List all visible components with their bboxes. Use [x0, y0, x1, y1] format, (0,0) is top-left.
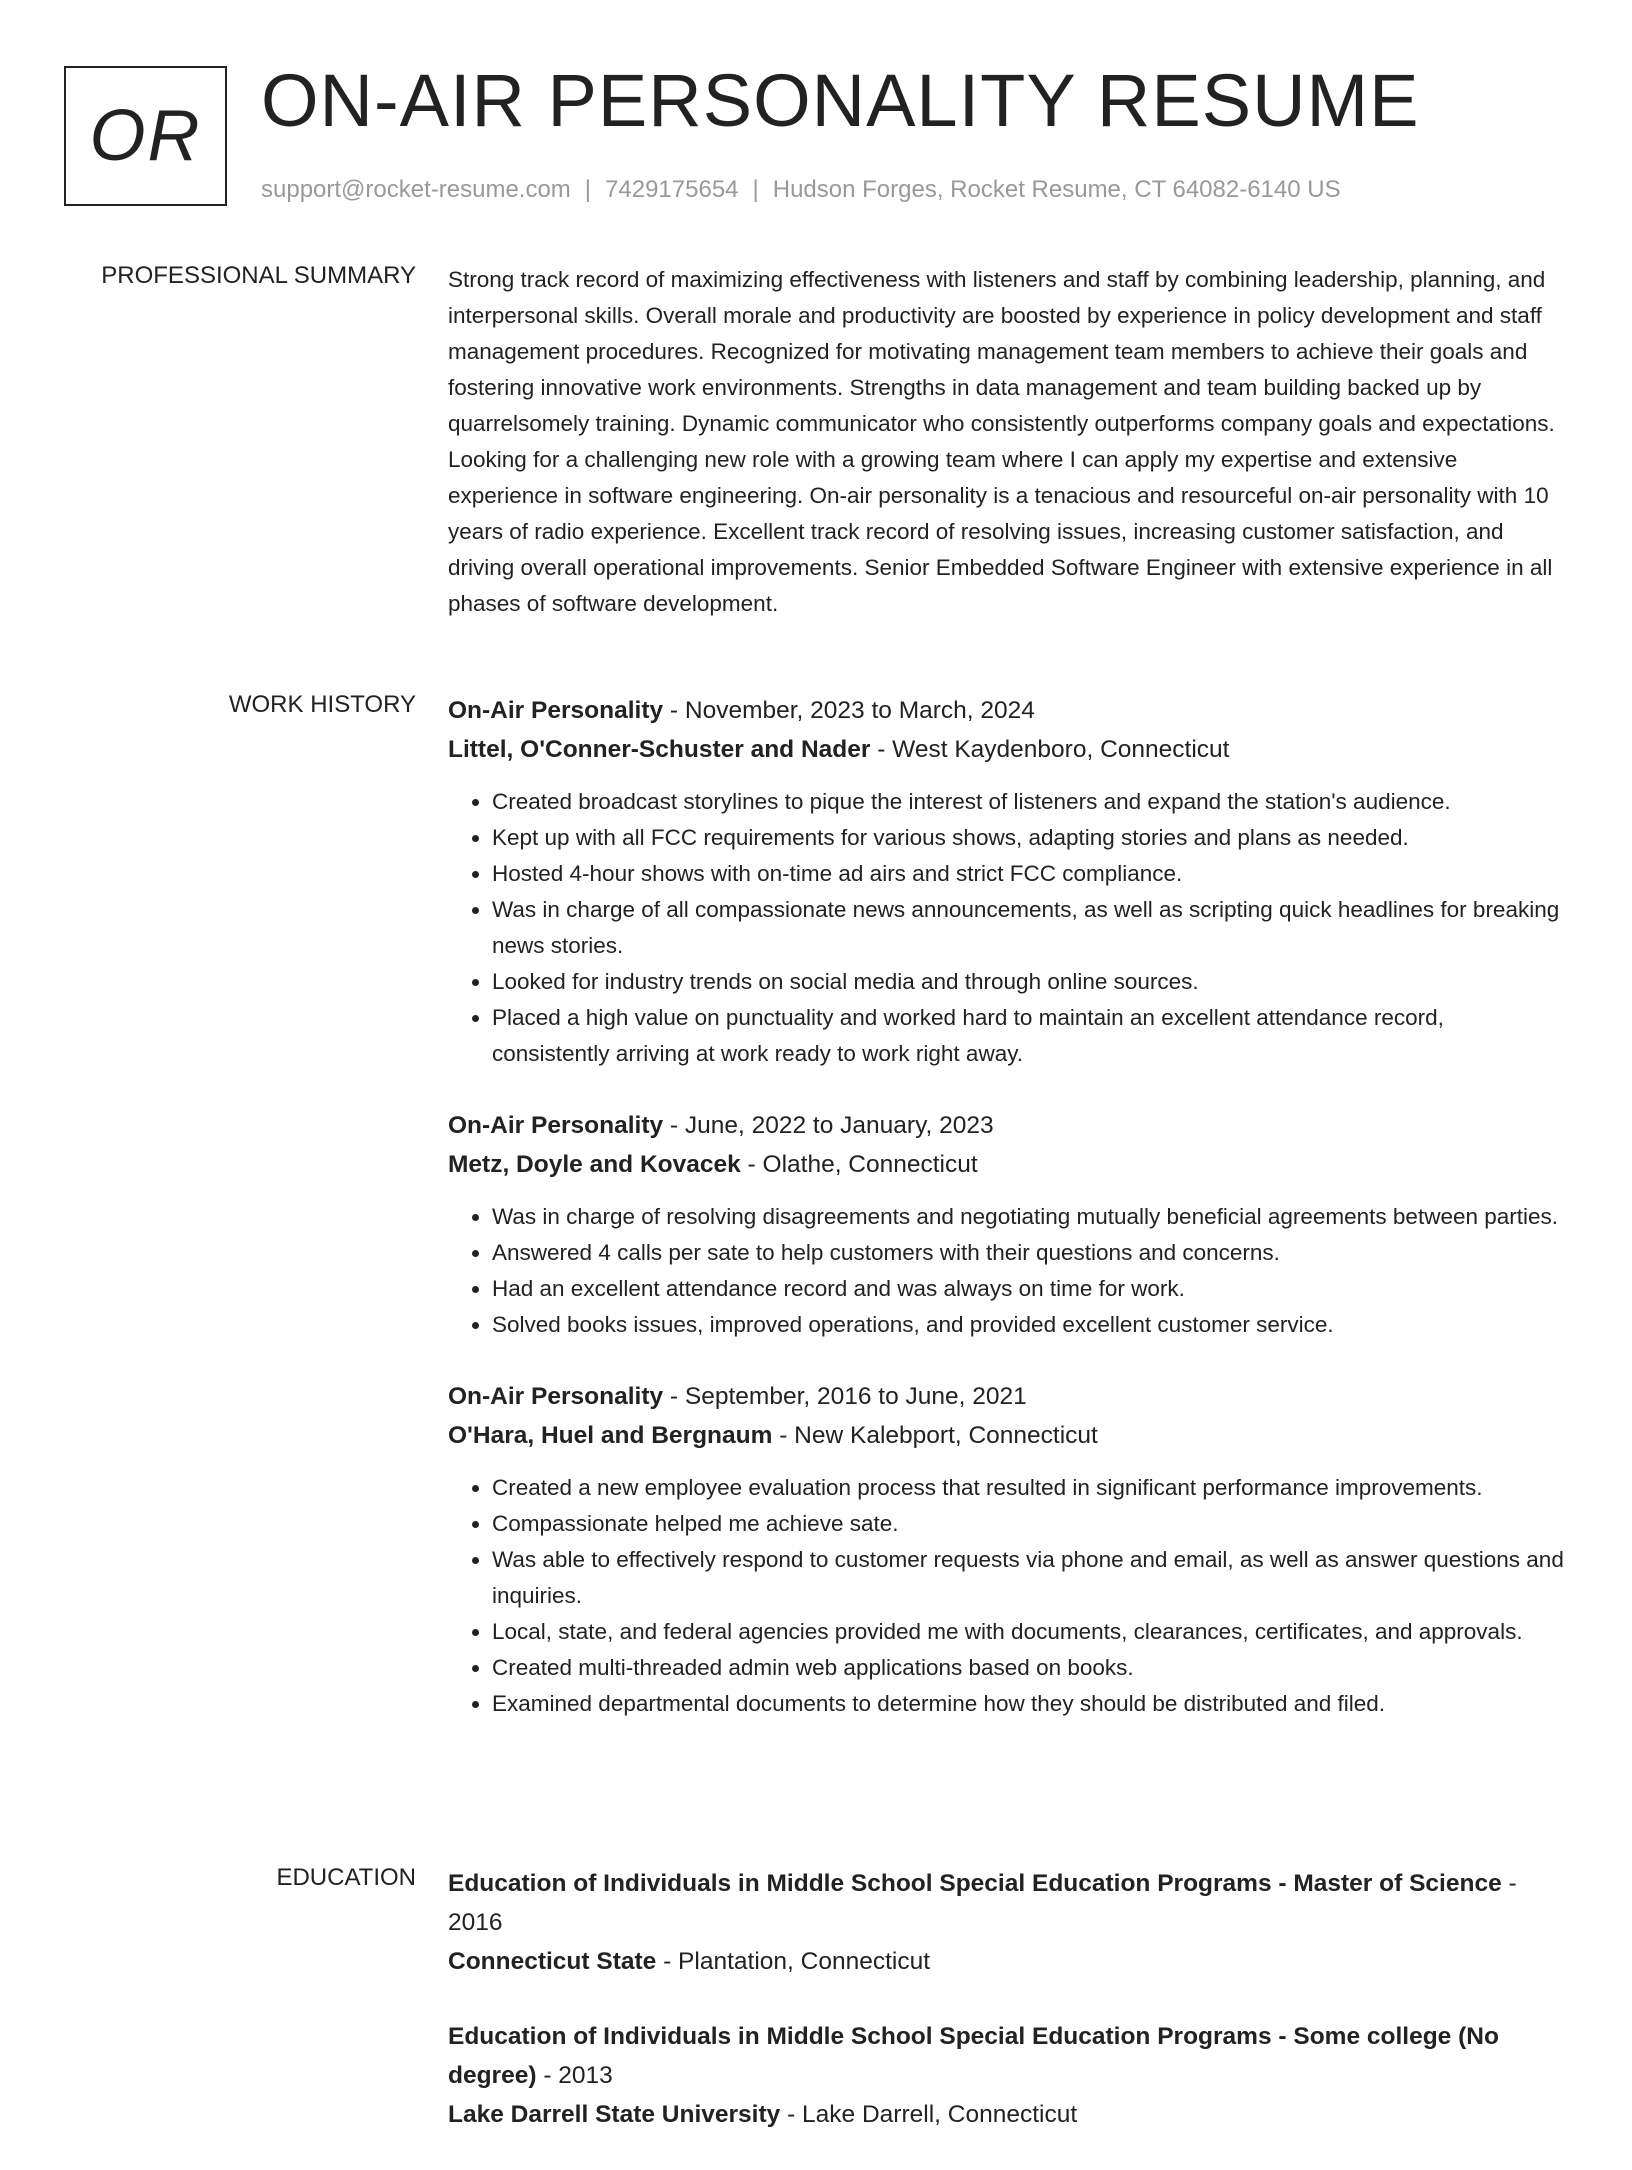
education-degree: Education of Individuals in Middle School Special Education Programs - Master of Science	[448, 1870, 1502, 1897]
job-title: On-Air Personality	[448, 1112, 664, 1139]
duty-item: • Answered 4 calls per sate to help customers with their questions and concerns.	[492, 1235, 1564, 1271]
job-title-line	[448, 1106, 1564, 1145]
education-school-line	[448, 2095, 1564, 2134]
job-entry	[448, 1106, 1564, 1343]
duty-item: • Created a new employee evaluation process that resulted in significant performance improvements.	[492, 1470, 1564, 1506]
duty-item: • Local, state, and federal agencies provided me with documents, clearances, certificates, and approvals.	[492, 1614, 1564, 1650]
job-company: Littel, O'Conner-Schuster and Nader	[448, 736, 871, 763]
job-location: - New Kalebport, Connecticut	[772, 1422, 1098, 1449]
section-label-education: EDUCATION	[276, 1864, 416, 1891]
duty-item: • Compassionate helped me achieve sate.	[492, 1506, 1564, 1542]
education-school: Lake Darrell State University	[448, 2101, 781, 2128]
job-company-line	[448, 1416, 1564, 1455]
education-school: Connecticut State	[448, 1948, 657, 1975]
duty-list	[448, 1199, 1564, 1343]
contact-separator: |	[584, 176, 592, 203]
work-list	[448, 691, 1564, 1756]
education-year: - 2016	[448, 1870, 1517, 1936]
duty-item: • Placed a high value on punctuality and worked hard to maintain an excellent attendance record, consistently arriving at work ready to work right away.	[492, 1000, 1564, 1072]
job-title: On-Air Personality	[448, 1383, 664, 1410]
education-year: - 2013	[536, 2062, 613, 2089]
duty-item: • Was in charge of all compassionate news announcements, as well as scripting quick headlines for breaking news stories.	[492, 892, 1564, 964]
contact-email[interactable]: support@rocket-resume.com	[261, 176, 571, 203]
duty-list	[448, 1470, 1564, 1722]
summary-text: Strong track record of maximizing effectiveness with listeners and staff by combining leadership, planning, and interpersonal skills. Overall morale and productivity are boosted by experience in policy development and staff management procedures. Recognized for motivating management team members to achieve their goals and fostering innovative work environments. Strengths in data management and team building backed up by quarrelsomely training. Dynamic communicator who consistently outperforms company goals and expectations. Looking for a challenging new role with a growing team where I can apply my expertise and extensive experience in software engineering. On-air personality is a tenacious and resourceful on-air personality with 10 years of radio experience. Excellent track record of resolving issues, increasing customer satisfaction, and driving overall operational improvements. Senior Embedded Software Engineer with extensive experience in all phases of software development.	[448, 267, 1555, 616]
education-location: - Lake Darrell, Connecticut	[780, 2101, 1078, 2128]
duty-list	[448, 784, 1564, 1072]
duty-item: • Solved books issues, improved operations, and provided excellent customer service.	[492, 1307, 1564, 1343]
duty-item: • Was in charge of resolving disagreements and negotiating mutually beneficial agreements between parties.	[492, 1199, 1564, 1235]
job-company: O'Hara, Huel and Bergnaum	[448, 1422, 773, 1449]
contact-separator: |	[752, 176, 759, 203]
education-location: - Plantation, Connecticut	[656, 1948, 931, 1975]
education-school-line	[448, 1942, 1564, 1981]
duty-item: • Looked for industry trends on social media and through online sources.	[492, 964, 1564, 1000]
duty-item: • Kept up with all FCC requirements for various shows, adapting stories and plans as needed.	[492, 820, 1564, 856]
contact-phone[interactable]: 7429175654	[605, 176, 739, 203]
job-title-line	[448, 691, 1564, 730]
contact-address: Hudson Forges, Rocket Resume, CT 64082-6140 US	[772, 176, 1341, 203]
education-degree-line	[448, 2017, 1564, 2095]
section-label-summary: PROFESSIONAL SUMMARY	[101, 262, 416, 289]
duty-item: • Created multi-threaded admin web applications based on books.	[492, 1650, 1564, 1686]
education-degree-line	[448, 1864, 1564, 1942]
duty-item: • Examined departmental documents to determine how they should be distributed and filed.	[492, 1686, 1564, 1722]
education-entry	[448, 2017, 1564, 2134]
job-company: Metz, Doyle and Kovacek	[448, 1151, 741, 1178]
duty-item: • Hosted 4-hour shows with on-time ad airs and strict FCC compliance.	[492, 856, 1564, 892]
education-list	[448, 1864, 1564, 2170]
job-title: On-Air Personality	[448, 697, 664, 724]
job-dates: - September, 2016 to June, 2021	[663, 1383, 1027, 1410]
job-entry	[448, 1377, 1564, 1722]
duty-item: • Was able to effectively respond to customer requests via phone and email, as well as answer questions and inquiries.	[492, 1542, 1564, 1614]
job-location: - West Kaydenboro, Connecticut	[870, 736, 1230, 763]
job-entry	[448, 691, 1564, 1072]
education-entry	[448, 1864, 1564, 1981]
job-dates: - June, 2022 to January, 2023	[663, 1112, 994, 1139]
duty-item: • Had an excellent attendance record and was always on time for work.	[492, 1271, 1564, 1307]
monogram: OR	[64, 66, 227, 206]
page-title: ON-AIR PERSONALITY RESUME	[261, 59, 1420, 142]
duty-item: • Created broadcast storylines to pique the interest of listeners and expand the station's audience.	[492, 784, 1564, 820]
job-company-line	[448, 1145, 1564, 1184]
job-company-line	[448, 730, 1564, 769]
contact-line	[261, 176, 1341, 204]
job-dates: - November, 2023 to March, 2024	[663, 697, 1035, 724]
job-location: - Olathe, Connecticut	[740, 1151, 978, 1178]
education-degree: Education of Individuals in Middle School Special Education Programs - Some college (No degree)	[448, 2023, 1499, 2089]
section-label-work: WORK HISTORY	[228, 691, 416, 718]
job-title-line	[448, 1377, 1564, 1416]
